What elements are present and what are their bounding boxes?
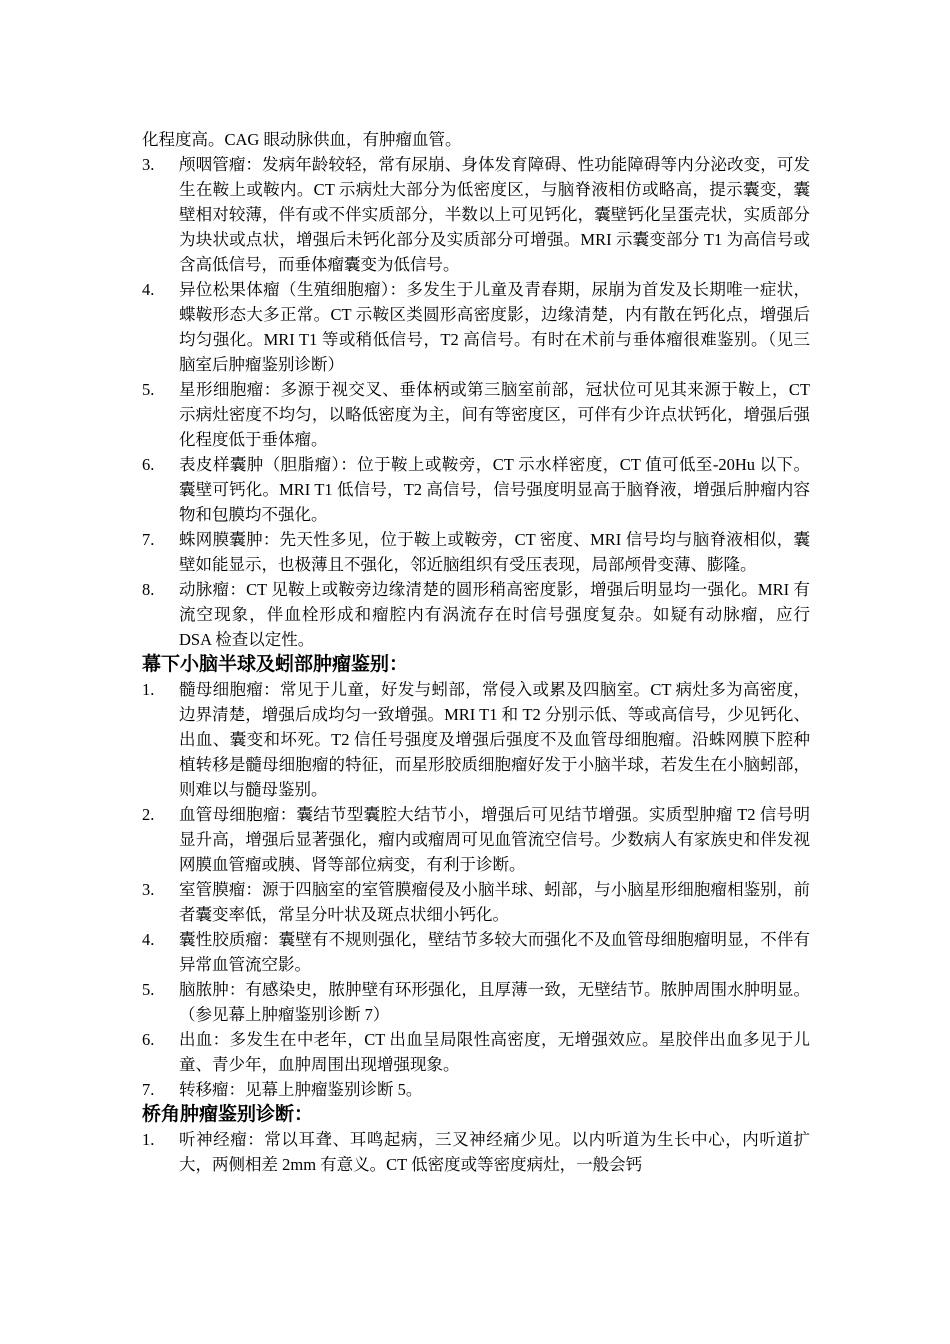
section1-list [142, 152, 810, 652]
document-body [142, 127, 810, 1177]
list-number: 2. [142, 805, 155, 824]
list-number: 3. [142, 155, 155, 174]
section-heading-infratentorial: 幕下小脑半球及蚓部肿瘤鉴别： [142, 653, 409, 675]
list-text: 星形细胞瘤：多源于视交叉、垂体柄或第三脑室前部，冠状位可见其来源于鞍上，CT 示病灶密度不均匀，以略低密度为主，间有等密度区，可伴有少许点状钙化，增强后强化程度低于垂体瘤。 [179, 380, 810, 449]
section2-list [142, 677, 810, 1102]
list-number: 5. [142, 380, 155, 399]
list-item [142, 877, 810, 927]
list-text: 动脉瘤：CT 见鞍上或鞍旁边缘清楚的圆形稍高密度影，增强后明显均一强化。MRI 有流空现象，伴血栓形成和瘤腔内有涡流存在时信号强度复杂。如疑有动脉瘤，应行 DSA 检查以定性。 [179, 580, 810, 649]
list-text: 表皮样囊肿（胆脂瘤）：位于鞍上或鞍旁，CT 示水样密度，CT 值可低至-20Hu 以下。囊壁可钙化。MRI T1 低信号，T2 高信号，信号强度明显高于脑脊液，增强后肿瘤内容物和包膜均不强化。 [179, 455, 810, 524]
list-item [142, 1127, 810, 1177]
list-text: 出血：多发生在中老年，CT 出血呈局限性高密度，无增强效应。星胶伴出血多见于儿童、青少年，血肿周围出现增强现象。 [179, 1030, 810, 1074]
list-number: 5. [142, 980, 155, 999]
list-number: 4. [142, 280, 155, 299]
list-number: 4. [142, 930, 155, 949]
list-text: 室管膜瘤：源于四脑室的室管膜瘤侵及小脑半球、蚓部，与小脑星形细胞瘤相鉴别，前者囊变率低，常呈分叶状及斑点状细小钙化。 [179, 880, 810, 924]
section-heading-cerebellopontine-angle: 桥角肿瘤鉴别诊断： [142, 1103, 314, 1125]
list-text: 异位松果体瘤（生殖细胞瘤）：多发生于儿童及青春期，尿崩为首发及长期唯一症状，蝶鞍形态大多正常。CT 示鞍区类圆形高密度影，边缘清楚，内有散在钙化点，增强后均匀强化。MRI T1 等或稍低信号，T2 高信号。有时在术前与垂体瘤很难鉴别。（见三脑室后肿瘤鉴别诊断） [179, 280, 810, 374]
list-text: 蛛网膜囊肿：先天性多见，位于鞍上或鞍旁，CT 密度、MRI 信号均与脑脊液相似，囊壁如能显示，也极薄且不强化，邻近脑组织有受压表现，局部颅骨变薄、膨隆。 [179, 530, 810, 574]
list-text: 脑脓肿：有感染史，脓肿壁有环形强化，且厚薄一致，无壁结节。脓肿周围水肿明显。（参见幕上肿瘤鉴别诊断 7） [179, 980, 810, 1024]
list-item [142, 452, 810, 527]
list-text: 髓母细胞瘤：常见于儿童，好发与蚓部，常侵入或累及四脑室。CT 病灶多为高密度，边界清楚，增强后成均匀一致增强。MRI T1 和 T2 分别示低、等或高信号，少见钙化、出血、囊变和坏死。T2 信任号强度及增强后强度不及血管母细胞瘤。沿蛛网膜下腔种植转移是髓母细胞瘤的特征，而星形胶质细胞瘤好发于小脑半球，若发生在小脑蚓部，则难以与髓母鉴别。 [179, 680, 810, 799]
list-item [142, 377, 810, 452]
list-item [142, 1077, 810, 1102]
list-text: 颅咽管瘤：发病年龄较轻，常有尿崩、身体发育障碍、性功能障碍等内分泌改变，可发生在鞍上或鞍内。CT 示病灶大部分为低密度区，与脑脊液相仿或略高，提示囊变，囊壁相对较薄，伴有或不伴实质部分，半数以上可见钙化，囊壁钙化呈蛋壳状，实质部分为块状或点状，增强后未钙化部分及实质部分可增强。MRI 示囊变部分 T1 为高信号或含高低信号，而垂体瘤囊变为低信号。 [179, 155, 811, 274]
list-item [142, 277, 810, 377]
list-item [142, 977, 810, 1027]
list-item [142, 1027, 810, 1077]
list-number: 8. [142, 580, 155, 599]
list-item [142, 577, 810, 652]
list-item [142, 527, 810, 577]
list-text: 听神经瘤：常以耳聋、耳鸣起病，三叉神经痛少见。以内听道为生长中心，内听道扩大，两侧相差 2mm 有意义。CT 低密度或等密度病灶，一般会钙 [179, 1130, 810, 1174]
list-number: 7. [142, 1080, 155, 1099]
list-text: 转移瘤：见幕上肿瘤鉴别诊断 5。 [179, 1080, 423, 1099]
list-number: 1. [142, 1130, 155, 1149]
list-item [142, 802, 810, 877]
list-number: 1. [142, 680, 155, 699]
list-number: 6. [142, 1030, 155, 1049]
list-number: 7. [142, 530, 155, 549]
list-number: 3. [142, 880, 155, 899]
section3-list [142, 1127, 810, 1177]
intro-continuation: 化程度高。CAG 眼动脉供血，有肿瘤血管。 [142, 130, 462, 149]
list-item [142, 152, 810, 277]
list-text: 囊性胶质瘤：囊壁有不规则强化，壁结节多较大而强化不及血管母细胞瘤明显，不伴有异常血管流空影。 [179, 930, 810, 974]
list-item [142, 927, 810, 977]
list-item [142, 677, 810, 802]
list-text: 血管母细胞瘤：囊结节型囊腔大结节小，增强后可见结节增强。实质型肿瘤 T2 信号明显升高，增强后显著强化，瘤内或瘤周可见血管流空信号。少数病人有家族史和伴发视网膜血管瘤或胰、肾等部位病变，有利于诊断。 [179, 805, 810, 874]
list-number: 6. [142, 455, 155, 474]
